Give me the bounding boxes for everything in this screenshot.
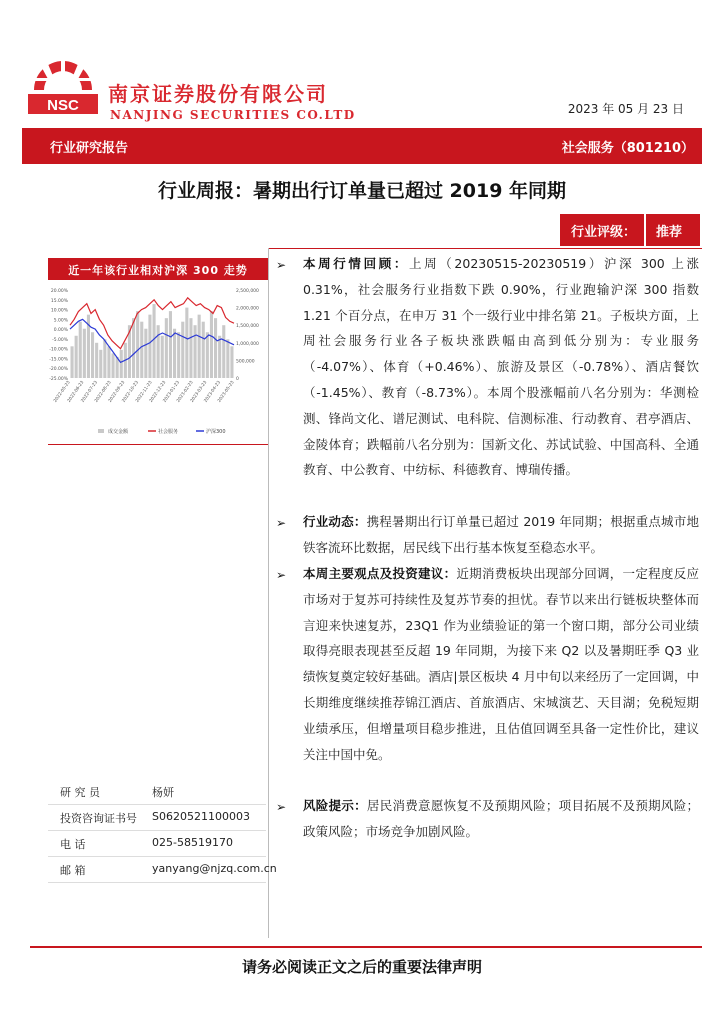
x-tick-label: 2022-07-23 bbox=[80, 380, 99, 404]
rating-label: 行业评级： bbox=[571, 225, 637, 240]
rating-divider bbox=[644, 214, 646, 246]
x-tick-label: 2023-02-23 bbox=[176, 380, 195, 404]
y-right-tick-label: 500,000 bbox=[236, 359, 255, 365]
y-right-tick-label: 2,000,000 bbox=[236, 306, 259, 312]
volume-bar bbox=[99, 350, 102, 378]
bullet-arrow-icon: ➢ bbox=[276, 516, 287, 530]
x-tick-label: 2023-05-23 bbox=[217, 380, 236, 404]
bullet-heading: 行业动态： bbox=[303, 514, 367, 529]
volume-bar bbox=[120, 350, 123, 378]
report-title: 行业周报：暑期出行订单量已超过 2019 年同期 bbox=[157, 180, 567, 202]
chart-title: 近一年该行业相对沪深 300 走势 bbox=[68, 264, 248, 277]
volume-bar bbox=[210, 311, 213, 378]
volume-bar bbox=[214, 318, 217, 378]
volume-bar bbox=[148, 315, 151, 378]
bullet-industry-news bbox=[303, 509, 699, 561]
bullet-heading: 风险提示： bbox=[303, 798, 367, 813]
contact-row-license bbox=[48, 804, 266, 831]
y-left-tick-label: -5.00% bbox=[52, 337, 68, 343]
volume-bar bbox=[132, 318, 135, 378]
contact-label: 投资咨询证书号 bbox=[60, 812, 137, 825]
x-tick-label: 2022-08-23 bbox=[94, 380, 113, 404]
y-left-tick-label: -10.00% bbox=[49, 347, 68, 353]
y-left-tick-label: -20.00% bbox=[49, 367, 68, 373]
volume-bar bbox=[79, 322, 82, 378]
x-tick-label: 2022-12-23 bbox=[148, 380, 168, 404]
contact-label: 邮 箱 bbox=[60, 864, 86, 877]
bullet-text: 居民消费意愿恢复不及预期风险；项目拓展不及预期风险；政策风险；市场竞争加剧风险。 bbox=[303, 798, 699, 839]
volume-bar bbox=[107, 346, 110, 378]
volume-bar bbox=[83, 329, 86, 378]
bullet-market-review bbox=[303, 251, 699, 483]
chart-bottom-rule bbox=[48, 444, 268, 445]
rating-value: 推荐 bbox=[656, 225, 683, 240]
y-left-tick-label: 5.00% bbox=[53, 318, 68, 324]
y-right-tick-label: 1,500,000 bbox=[236, 324, 259, 330]
bullet-arrow-icon: ➢ bbox=[276, 568, 287, 582]
legend-label: 社会服务 bbox=[158, 429, 179, 435]
volume-bar bbox=[140, 322, 143, 378]
x-tick-label: 2022-10-23 bbox=[121, 380, 140, 404]
series-line-hs300 bbox=[70, 319, 234, 362]
volume-bar bbox=[198, 315, 201, 378]
contact-row-phone bbox=[48, 830, 266, 857]
legend-label: 成交金额 bbox=[108, 429, 129, 435]
svg-text:NSC: NSC bbox=[47, 97, 79, 114]
y-left-tick-label: 10.00% bbox=[50, 308, 68, 314]
volume-bar bbox=[222, 325, 225, 378]
bullet-heading: 本周主要观点及投资建议： bbox=[303, 566, 457, 581]
y-right-tick-label: 1,000,000 bbox=[236, 341, 259, 347]
bullet-arrow-icon: ➢ bbox=[276, 258, 287, 272]
contact-row-email bbox=[48, 856, 277, 883]
x-tick-label: 2022-06-23 bbox=[66, 380, 86, 404]
contact-label: 研 究 员 bbox=[60, 786, 100, 799]
volume-bar bbox=[230, 346, 233, 378]
x-tick-label: 2023-04-23 bbox=[203, 380, 222, 404]
x-tick-label: 2023-03-23 bbox=[189, 380, 209, 404]
volume-bar bbox=[169, 311, 172, 378]
legal-disclaimer: 请务必阅读正文之后的重要法律声明 bbox=[241, 958, 482, 976]
legend-swatch bbox=[98, 429, 104, 433]
company-name-cn: 南京证券股份有限公司 bbox=[108, 82, 328, 106]
volume-bar bbox=[157, 325, 160, 378]
bullet-arrow-icon: ➢ bbox=[276, 800, 287, 814]
bullet-heading: 本周行情回顾： bbox=[303, 256, 409, 271]
volume-bar bbox=[218, 336, 221, 378]
x-tick-label: 2022-09-23 bbox=[107, 380, 127, 404]
volume-bar bbox=[189, 318, 192, 378]
volume-bar bbox=[103, 339, 106, 378]
bullet-text: 上周（20230515-20230519）沪深 300 上涨 0.31%，社会服务行业指数下跌 0.90%，行业跑输沪深 300 指数 1.21 个百分点，在申万 31 个一级行业中排名第 21。子板块方面，上周社会服务行业各子板块涨跌幅由高到低分别为：专业服务（-4.07%）、体育（+0.46%）、旅游及景区（-0.78%）、酒店餐饮（-1.45%）、教育（-8.73%）。本周个股涨幅前八名分别为：华测检测、锋尚文化、谱尼测试、电科院、信测标准、行动教育、君亭酒店、金陵体育；跌幅前八名分别为：国新文化、苏试试验、中国高科、全通教育、中公教育、中纺标、科德教育、博瑞传播。 bbox=[303, 256, 699, 478]
volume-bar bbox=[165, 318, 168, 378]
contact-row-analyst bbox=[48, 778, 266, 805]
bullet-investment-view bbox=[303, 561, 699, 767]
sector-label: 社会服务（801210） bbox=[561, 141, 694, 156]
volume-bar bbox=[161, 336, 164, 378]
x-tick-label: 2022-11-23 bbox=[135, 380, 154, 404]
volume-bar bbox=[202, 322, 205, 378]
legend-label: 沪深300 bbox=[206, 429, 226, 435]
volume-bar bbox=[153, 304, 156, 378]
contact-value: S0620521100003 bbox=[152, 810, 250, 823]
volume-bar bbox=[194, 325, 197, 378]
volume-bar bbox=[95, 343, 98, 378]
bullet-text: 近期消费板块出现部分回调，一定程度反应市场对于复苏可持续性及复苏节奏的担忧。春节以来出行链板块整体而言迎来快速复苏，23Q1 作为业绩验证的第一个窗口期，部分公司业绩取得亮眼表现甚至反超 19 年同期，为接下来 Q2 以及暑期旺季 Q3 业绩恢复奠定较好基础。酒店|景区板块 4 月中旬以来经历了一定回调，中长期维度继续推荐锦江酒店、首旅酒店、宋城演艺、天目湖；免税短期业绩承压，但增量项目稳步推进，且估值回调至具备一定性价比，建议关注中国中免。 bbox=[303, 566, 699, 762]
report-type: 行业研究报告 bbox=[50, 141, 129, 156]
company-name-en: NANJING SECURITIES CO.LTD bbox=[110, 108, 356, 122]
volume-bar bbox=[112, 353, 115, 378]
contact-value: 025-58519170 bbox=[152, 836, 233, 849]
volume-bar bbox=[91, 332, 94, 378]
footer-rule bbox=[30, 946, 702, 948]
report-date: 2023 年 05 月 23 日 bbox=[567, 102, 684, 116]
volume-bar bbox=[136, 311, 139, 378]
volume-bar bbox=[185, 308, 188, 378]
bullet-text: 携程暑期出行订单量已超过 2019 年同期；根据重点城市地铁客流环比数据，居民线下出行基本恢复至稳态水平。 bbox=[303, 514, 699, 555]
y-right-tick-label: 0 bbox=[236, 377, 239, 382]
contact-value: 杨妍 bbox=[152, 786, 174, 799]
y-left-tick-label: -15.00% bbox=[49, 357, 68, 363]
volume-bar bbox=[181, 322, 184, 378]
volume-bar bbox=[177, 332, 180, 378]
volume-bar bbox=[173, 329, 176, 378]
performance-chart bbox=[48, 284, 268, 438]
volume-bar bbox=[144, 329, 147, 378]
y-left-tick-label: 20.00% bbox=[50, 289, 68, 294]
contact-value: yanyang@njzq.com.cn bbox=[152, 862, 277, 875]
bullet-risk-warning bbox=[303, 793, 699, 845]
y-left-tick-label: 15.00% bbox=[50, 298, 68, 304]
content-top-rule bbox=[268, 248, 702, 249]
y-right-tick-label: 2,500,000 bbox=[236, 289, 259, 294]
volume-bar bbox=[206, 332, 209, 378]
x-tick-label: 2022-05-23 bbox=[53, 380, 72, 404]
nsc-logo bbox=[28, 58, 98, 120]
y-left-tick-label: 0.00% bbox=[53, 328, 68, 334]
volume-bar bbox=[71, 346, 74, 378]
contact-label: 电 话 bbox=[60, 838, 86, 851]
y-left-tick-label: -25.00% bbox=[49, 377, 68, 382]
volume-bar bbox=[75, 336, 78, 378]
x-tick-label: 2023-01-23 bbox=[162, 380, 181, 404]
volume-bar bbox=[226, 339, 229, 378]
